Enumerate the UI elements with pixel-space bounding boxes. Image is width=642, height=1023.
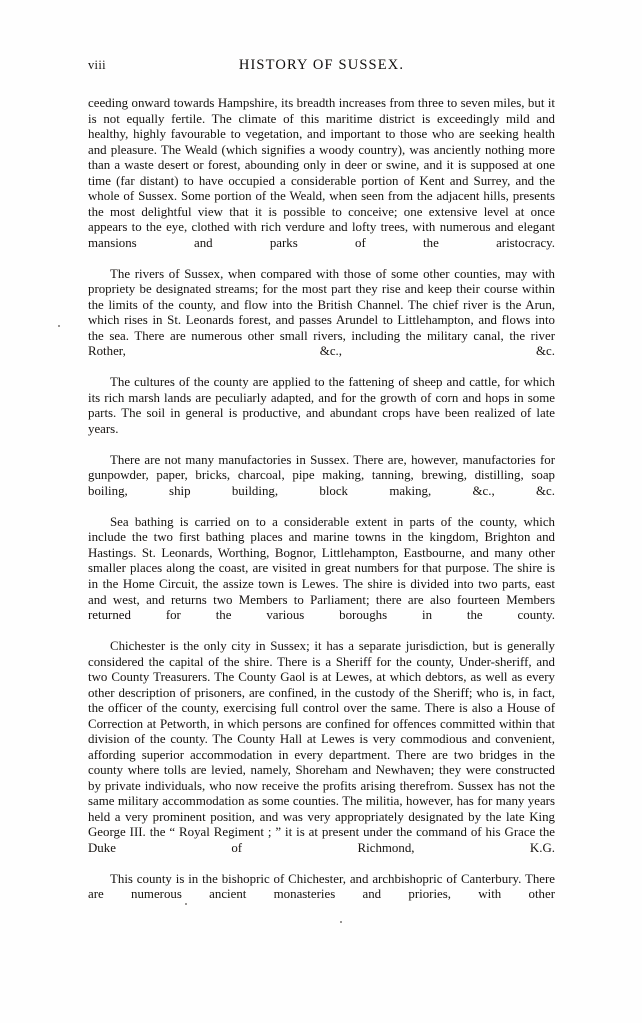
paragraph-chichester: Chichester is the only city in Sussex; it has a separate jurisdiction, but is generally considered the capital of the shire. There is a Sheriff for the county, Under-sheriff, and two County Treasurers. The County Gaol is at Lewes, at which debtors, as well as every other description of prisoners, are confined, in the custody of the Sheriff; who is, in fact, the officer of the county, exercising full control over the same. There is also a House of Correction at Petworth, in which persons are confined for offences committed within that division of the county. The County Hall at Lewes is very commodious and convenient, affording superior accommodation in every department. There are two bridges in the county where tolls are levied, namely, Shoreham and Newhaven; they were constructed by private individuals, who now receive the profits arising therefrom. Sussex has not the same military accommodation as some counties. The militia, however, has for many years held a very prominent position, and was very appropriately designated by the late King George III. the “ Royal Regiment ; ” it is at present under the command of his Grace the Duke of Richmond, K.G. (88, 639, 555, 855)
speck-lower-left (185, 903, 187, 905)
speck-left-margin (58, 325, 60, 327)
running-head (88, 56, 555, 76)
paragraph-cultures: The cultures of the county are applied to the fattening of sheep and cattle, for which its rich marsh lands are peculiarly adapted, and for the growth of corn and hops in some parts. The soil in general is productive, and abundant crops have been realized of late years. (88, 375, 555, 436)
paragraph-manufactories: There are not many manufactories in Sussex. There are, however, manufactories for gunpowder, paper, bricks, charcoal, pipe making, tanning, brewing, distilling, soap boiling, ship building, block making, &c., &c. (88, 452, 555, 498)
paragraph-sea-bathing: Sea bathing is carried on to a considerable extent in parts of the county, which include the two first bathing places and marine towns in the kingdom, Brighton and Hastings. St. Leonards, Worthing, Bognor, Littlehampton, Eastbourne, and many other smaller places along the coast, are visited in great numbers for that purpose. The shire is in the Home Circuit, the assize town is Lewes. The shire is divided into two parts, east and west, and returns two Members to Parliament; there are also fourteen Members returned for the various boroughs in the county. (88, 514, 555, 623)
speck-lower-center (340, 921, 342, 923)
paragraph-weald: ceeding onward towards Hampshire, its breadth increases from three to seven miles, but it is not equally fertile. The climate of this maritime district is exceedingly mild and healthy, highly favourable to vegetation, and important to those who are seeking health and pleasure. The Weald (which signifies a woody country), was anciently nothing more than a waste desert or forest, abounding only in deer or swine, and it is supposed at one time (far distant) to have occupied a considerable portion of Kent and Surrey, and the whole of Sussex. Some portion of the Weald, when seen from the adjacent hills, presents the most delightful view that it is possible to conceive; one extensive level at once appears to the eye, clothed with rich verdure and lofty trees, with numerous and elegant mansions and parks of the aristocracy. (88, 96, 555, 250)
body-text-block (88, 96, 555, 918)
book-title-header: HISTORY OF SUSSEX. (238, 57, 405, 73)
page-number: viii (88, 58, 106, 72)
paragraph-rivers: The rivers of Sussex, when compared with those of some other counties, may with propriety be designated streams; for the most part they rise and keep their course within the limits of the county, and flow into the British Channel. The chief river is the Arun, which rises in St. Leonards forest, and passes Arundel to Littlehampton, and flows into the sea. There are numerous other small rivers, including the military canal, the river Rother, &c., &c. (88, 266, 555, 359)
paragraph-bishopric: This county is in the bishopric of Chichester, and archbishopric of Canterbury. There are numerous ancient monasteries and priories, with other (88, 871, 555, 902)
